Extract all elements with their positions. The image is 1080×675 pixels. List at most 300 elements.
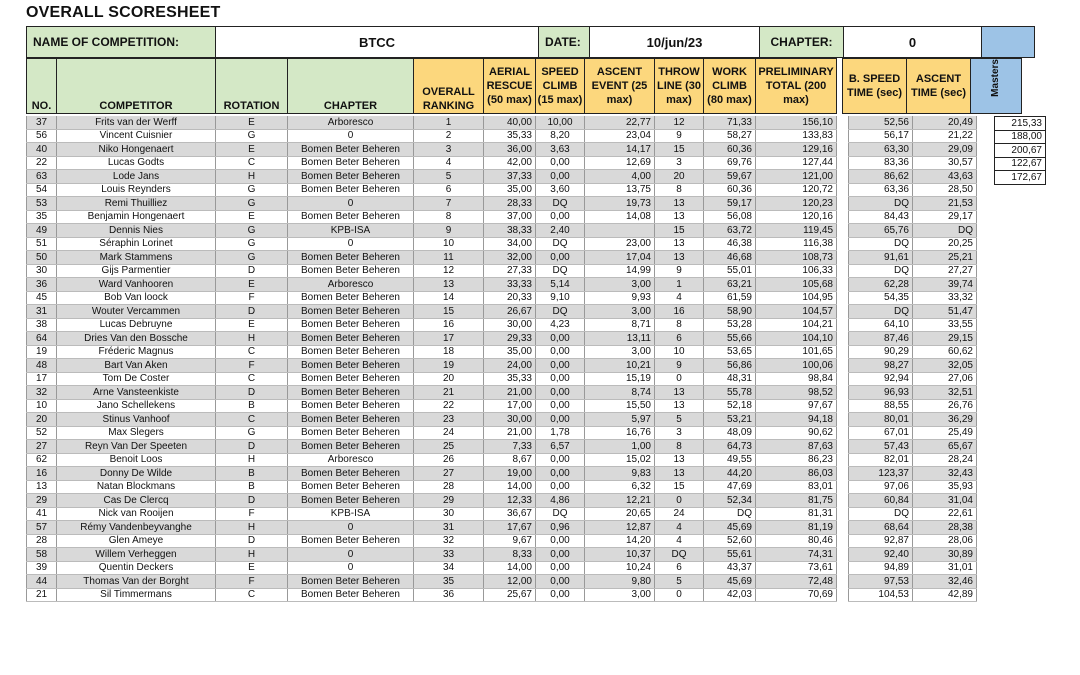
- cell-work-climb: 53,21: [704, 413, 756, 427]
- cell-preliminary-total: 104,21: [756, 318, 837, 332]
- cell-throw-line: 0: [655, 372, 704, 386]
- cell-ascent-event: 14,08: [585, 210, 655, 224]
- cell-ranking: 8: [414, 210, 484, 224]
- cell-competitor: Benoit Loos: [57, 453, 216, 467]
- cell-throw-line: 9: [655, 129, 704, 143]
- cell-no: 16: [27, 467, 57, 481]
- cell-aerial-rescue: 35,33: [484, 129, 536, 143]
- cell-speed-climb: 0,00: [536, 534, 585, 548]
- cell-speed-climb: 0,00: [536, 359, 585, 373]
- cell-ranking: 9: [414, 224, 484, 238]
- cell-chapter: Bomen Beter Beheren: [288, 480, 414, 494]
- cell-competitor: Tom De Coster: [57, 372, 216, 386]
- cell-masters: 200,67: [995, 144, 1046, 158]
- cell-aerial-rescue: 26,67: [484, 305, 536, 319]
- cell-no: 54: [27, 183, 57, 197]
- cell-chapter: Bomen Beter Beheren: [288, 467, 414, 481]
- cell-ascent-time: 32,46: [913, 575, 977, 589]
- cell-chapter: Bomen Beter Beheren: [288, 210, 414, 224]
- cell-chapter: Arboresco: [288, 116, 414, 129]
- cell-throw-line: 13: [655, 197, 704, 211]
- masters-row: [995, 171, 1046, 185]
- cell-rotation: B: [216, 467, 288, 481]
- cell-throw-line: 8: [655, 318, 704, 332]
- cell-ascent-event: 8,71: [585, 318, 655, 332]
- cell-ascent-event: 3,00: [585, 345, 655, 359]
- cell-competitor: Fréderic Magnus: [57, 345, 216, 359]
- masters-row: [995, 157, 1046, 171]
- cell-preliminary-total: 83,01: [756, 480, 837, 494]
- cell-competitor: Quentin Deckers: [57, 561, 216, 575]
- cell-ranking: 2: [414, 129, 484, 143]
- cell-chapter: Bomen Beter Beheren: [288, 372, 414, 386]
- header-speed-climb: SPEED CLIMB (15 max): [536, 59, 585, 114]
- table-row: [27, 278, 977, 292]
- cell-b-speed-time: DQ: [849, 197, 913, 211]
- cell-ascent-event: 14,17: [585, 143, 655, 157]
- cell-ascent-time: 21,22: [913, 129, 977, 143]
- cell-rotation: G: [216, 426, 288, 440]
- cell-work-climb: 52,34: [704, 494, 756, 508]
- cell-speed-climb: DQ: [536, 507, 585, 521]
- header-ascent-time: ASCENT TIME (sec): [907, 59, 971, 114]
- cell-ranking: 24: [414, 426, 484, 440]
- cell-aerial-rescue: 34,00: [484, 237, 536, 251]
- cell-aerial-rescue: 35,00: [484, 183, 536, 197]
- cell-work-climb: 47,69: [704, 480, 756, 494]
- cell-competitor: Bart Van Aken: [57, 359, 216, 373]
- cell-work-climb: 56,08: [704, 210, 756, 224]
- cell-chapter: Bomen Beter Beheren: [288, 183, 414, 197]
- cell-chapter: Bomen Beter Beheren: [288, 156, 414, 170]
- cell-b-speed-time: 86,62: [849, 170, 913, 184]
- cell-speed-climb: 0,00: [536, 453, 585, 467]
- cell-rotation: G: [216, 197, 288, 211]
- cell-ascent-event: 22,77: [585, 116, 655, 129]
- cell-speed-climb: 0,00: [536, 372, 585, 386]
- cell-rotation: D: [216, 264, 288, 278]
- cell-competitor: Jano Schellekens: [57, 399, 216, 413]
- cell-preliminary-total: 101,65: [756, 345, 837, 359]
- cell-work-climb: 52,60: [704, 534, 756, 548]
- cell-speed-climb: DQ: [536, 264, 585, 278]
- cell-rotation: G: [216, 129, 288, 143]
- cell-preliminary-total: 104,95: [756, 291, 837, 305]
- cell-rotation: G: [216, 183, 288, 197]
- cell-chapter: Bomen Beter Beheren: [288, 305, 414, 319]
- cell-ranking: 36: [414, 588, 484, 602]
- cell-aerial-rescue: 36,67: [484, 507, 536, 521]
- cell-ascent-event: 17,04: [585, 251, 655, 265]
- cell-aerial-rescue: 20,33: [484, 291, 536, 305]
- cell-ascent-event: 12,21: [585, 494, 655, 508]
- cell-throw-line: 12: [655, 116, 704, 129]
- table-row: [27, 359, 977, 373]
- cell-preliminary-total: 106,33: [756, 264, 837, 278]
- cell-rotation: C: [216, 372, 288, 386]
- cell-chapter: KPB-ISA: [288, 224, 414, 238]
- cell-b-speed-time: 90,29: [849, 345, 913, 359]
- cell-ascent-time: 30,89: [913, 548, 977, 562]
- cell-preliminary-total: 86,03: [756, 467, 837, 481]
- cell-chapter: Bomen Beter Beheren: [288, 143, 414, 157]
- cell-ranking: 30: [414, 507, 484, 521]
- cell-b-speed-time: 104,53: [849, 588, 913, 602]
- cell-aerial-rescue: 24,00: [484, 359, 536, 373]
- cell-chapter: 0: [288, 197, 414, 211]
- cell-preliminary-total: 133,83: [756, 129, 837, 143]
- date-label: DATE:: [539, 27, 590, 58]
- table-row: [27, 210, 977, 224]
- cell-competitor: Thomas Van der Borght: [57, 575, 216, 589]
- cell-b-speed-time: 80,01: [849, 413, 913, 427]
- cell-chapter: 0: [288, 237, 414, 251]
- cell-b-speed-time: 92,87: [849, 534, 913, 548]
- cell-rotation: E: [216, 116, 288, 129]
- cell-competitor: Lucas Godts: [57, 156, 216, 170]
- cell-ascent-event: 9,80: [585, 575, 655, 589]
- cell-throw-line: 3: [655, 426, 704, 440]
- chapter-label: CHAPTER:: [760, 27, 844, 58]
- table-row: [27, 521, 977, 535]
- competition-info: [26, 26, 1035, 58]
- cell-aerial-rescue: 8,33: [484, 548, 536, 562]
- cell-throw-line: 6: [655, 332, 704, 346]
- cell-ascent-time: 20,25: [913, 237, 977, 251]
- cell-rotation: F: [216, 359, 288, 373]
- cell-competitor: Dries Van den Bossche: [57, 332, 216, 346]
- cell-chapter: Bomen Beter Beheren: [288, 534, 414, 548]
- cell-ranking: 18: [414, 345, 484, 359]
- cell-rotation: H: [216, 548, 288, 562]
- cell-throw-line: 16: [655, 305, 704, 319]
- cell-rotation: H: [216, 170, 288, 184]
- cell-chapter: 0: [288, 129, 414, 143]
- cell-no: 28: [27, 534, 57, 548]
- cell-chapter: Bomen Beter Beheren: [288, 426, 414, 440]
- cell-preliminary-total: 81,75: [756, 494, 837, 508]
- masters-header-cell: [982, 27, 1035, 58]
- cell-no: 45: [27, 291, 57, 305]
- header-masters: Masters: [971, 59, 1022, 114]
- cell-work-climb: 46,68: [704, 251, 756, 265]
- table-row: [27, 264, 977, 278]
- cell-work-climb: 48,09: [704, 426, 756, 440]
- cell-no: 13: [27, 480, 57, 494]
- cell-masters: 215,33: [995, 117, 1046, 131]
- cell-preliminary-total: 70,69: [756, 588, 837, 602]
- cell-no: 10: [27, 399, 57, 413]
- cell-aerial-rescue: 19,00: [484, 467, 536, 481]
- cell-preliminary-total: 98,84: [756, 372, 837, 386]
- cell-aerial-rescue: 35,33: [484, 372, 536, 386]
- cell-chapter: Bomen Beter Beheren: [288, 332, 414, 346]
- cell-ascent-time: DQ: [913, 224, 977, 238]
- cell-aerial-rescue: 42,00: [484, 156, 536, 170]
- cell-speed-climb: 3,63: [536, 143, 585, 157]
- cell-aerial-rescue: 12,33: [484, 494, 536, 508]
- cell-rotation: F: [216, 507, 288, 521]
- cell-speed-climb: 0,00: [536, 575, 585, 589]
- cell-throw-line: 9: [655, 264, 704, 278]
- cell-ascent-event: 13,75: [585, 183, 655, 197]
- table-row: [27, 116, 977, 129]
- cell-ascent-event: 3,00: [585, 588, 655, 602]
- cell-b-speed-time: 62,28: [849, 278, 913, 292]
- cell-ascent-event: 20,65: [585, 507, 655, 521]
- header-rotation: ROTATION: [216, 59, 288, 114]
- cell-competitor: Lode Jans: [57, 170, 216, 184]
- table-row: [27, 332, 977, 346]
- cell-work-climb: 43,37: [704, 561, 756, 575]
- cell-ascent-time: 31,04: [913, 494, 977, 508]
- cell-masters: 188,00: [995, 130, 1046, 144]
- cell-ranking: 23: [414, 413, 484, 427]
- cell-ranking: 3: [414, 143, 484, 157]
- cell-throw-line: 15: [655, 143, 704, 157]
- cell-aerial-rescue: 14,00: [484, 480, 536, 494]
- cell-ascent-event: 15,50: [585, 399, 655, 413]
- cell-work-climb: 58,90: [704, 305, 756, 319]
- cell-ranking: 11: [414, 251, 484, 265]
- cell-preliminary-total: 129,16: [756, 143, 837, 157]
- cell-chapter: Bomen Beter Beheren: [288, 494, 414, 508]
- cell-work-climb: 59,67: [704, 170, 756, 184]
- cell-competitor: Benjamin Hongenaert: [57, 210, 216, 224]
- cell-b-speed-time: 123,37: [849, 467, 913, 481]
- cell-ascent-time: 28,24: [913, 453, 977, 467]
- cell-aerial-rescue: 21,00: [484, 426, 536, 440]
- cell-aerial-rescue: 21,00: [484, 386, 536, 400]
- cell-rotation: C: [216, 345, 288, 359]
- cell-rotation: F: [216, 291, 288, 305]
- cell-throw-line: 4: [655, 534, 704, 548]
- cell-rotation: G: [216, 251, 288, 265]
- cell-preliminary-total: 104,10: [756, 332, 837, 346]
- cell-ranking: 4: [414, 156, 484, 170]
- cell-chapter: Bomen Beter Beheren: [288, 588, 414, 602]
- cell-work-climb: 61,59: [704, 291, 756, 305]
- competition-name-value: BTCC: [216, 27, 539, 58]
- cell-work-climb: 55,61: [704, 548, 756, 562]
- cell-preliminary-total: 120,23: [756, 197, 837, 211]
- cell-b-speed-time: 68,64: [849, 521, 913, 535]
- masters-row: [995, 117, 1046, 131]
- cell-speed-climb: 0,00: [536, 548, 585, 562]
- header-chapter: CHAPTER: [288, 59, 414, 114]
- cell-preliminary-total: 73,61: [756, 561, 837, 575]
- cell-rotation: E: [216, 143, 288, 157]
- table-row: [27, 494, 977, 508]
- table-row: [27, 548, 977, 562]
- cell-b-speed-time: 84,43: [849, 210, 913, 224]
- cell-ascent-time: 42,89: [913, 588, 977, 602]
- cell-preliminary-total: 127,44: [756, 156, 837, 170]
- cell-throw-line: 13: [655, 386, 704, 400]
- cell-throw-line: DQ: [655, 548, 704, 562]
- cell-aerial-rescue: 30,00: [484, 413, 536, 427]
- cell-work-climb: 53,65: [704, 345, 756, 359]
- cell-ascent-time: 39,74: [913, 278, 977, 292]
- cell-b-speed-time: DQ: [849, 305, 913, 319]
- cell-work-climb: 45,69: [704, 521, 756, 535]
- cell-speed-climb: 0,00: [536, 399, 585, 413]
- cell-b-speed-time: 97,06: [849, 480, 913, 494]
- cell-no: 30: [27, 264, 57, 278]
- cell-ascent-event: 4,00: [585, 170, 655, 184]
- cell-chapter: 0: [288, 521, 414, 535]
- cell-ascent-time: 28,06: [913, 534, 977, 548]
- cell-b-speed-time: DQ: [849, 264, 913, 278]
- masters-row: [995, 130, 1046, 144]
- date-value: 10/jun/23: [590, 27, 760, 58]
- cell-preliminary-total: 97,67: [756, 399, 837, 413]
- cell-ascent-event: 3,00: [585, 305, 655, 319]
- cell-no: 41: [27, 507, 57, 521]
- cell-no: 63: [27, 170, 57, 184]
- cell-ascent-event: 1,00: [585, 440, 655, 454]
- cell-b-speed-time: 60,84: [849, 494, 913, 508]
- cell-throw-line: 4: [655, 291, 704, 305]
- cell-competitor: Lucas Debruyne: [57, 318, 216, 332]
- cell-speed-climb: 0,00: [536, 345, 585, 359]
- cell-ascent-time: 25,21: [913, 251, 977, 265]
- cell-rotation: D: [216, 534, 288, 548]
- cell-preliminary-total: 86,23: [756, 453, 837, 467]
- cell-speed-climb: 0,00: [536, 170, 585, 184]
- cell-ascent-event: 10,37: [585, 548, 655, 562]
- cell-rotation: E: [216, 318, 288, 332]
- cell-competitor: Rémy Vandenbeyvanghe: [57, 521, 216, 535]
- cell-chapter: Bomen Beter Beheren: [288, 318, 414, 332]
- cell-chapter: Arboresco: [288, 278, 414, 292]
- cell-ranking: 17: [414, 332, 484, 346]
- cell-ascent-event: 12,87: [585, 521, 655, 535]
- cell-preliminary-total: 72,48: [756, 575, 837, 589]
- cell-work-climb: 60,36: [704, 143, 756, 157]
- table-row: [27, 237, 977, 251]
- cell-ranking: 13: [414, 278, 484, 292]
- cell-speed-climb: 0,00: [536, 467, 585, 481]
- table-row: [27, 251, 977, 265]
- cell-throw-line: 8: [655, 440, 704, 454]
- cell-ranking: 21: [414, 386, 484, 400]
- cell-work-climb: 56,86: [704, 359, 756, 373]
- cell-b-speed-time: 82,01: [849, 453, 913, 467]
- cell-aerial-rescue: 37,33: [484, 170, 536, 184]
- cell-rotation: D: [216, 494, 288, 508]
- cell-ascent-time: 60,62: [913, 345, 977, 359]
- cell-rotation: C: [216, 413, 288, 427]
- cell-throw-line: 1: [655, 278, 704, 292]
- cell-chapter: 0: [288, 548, 414, 562]
- cell-b-speed-time: 52,56: [849, 116, 913, 129]
- header-competitor: COMPETITOR: [57, 59, 216, 114]
- cell-work-climb: 52,18: [704, 399, 756, 413]
- header-throw-line: THROW LINE (30 max): [655, 59, 704, 114]
- cell-ranking: 27: [414, 467, 484, 481]
- cell-rotation: E: [216, 278, 288, 292]
- cell-ascent-time: 29,15: [913, 332, 977, 346]
- cell-b-speed-time: 94,89: [849, 561, 913, 575]
- cell-chapter: Bomen Beter Beheren: [288, 386, 414, 400]
- cell-competitor: Séraphin Lorinet: [57, 237, 216, 251]
- cell-ascent-time: 27,06: [913, 372, 977, 386]
- cell-preliminary-total: 98,52: [756, 386, 837, 400]
- cell-preliminary-total: 121,00: [756, 170, 837, 184]
- cell-work-climb: 55,01: [704, 264, 756, 278]
- cell-competitor: Mark Stammens: [57, 251, 216, 265]
- header-aerial-rescue: AERIAL RESCUE (50 max): [484, 59, 536, 114]
- cell-competitor: Cas De Clercq: [57, 494, 216, 508]
- cell-competitor: Dennis Nies: [57, 224, 216, 238]
- cell-speed-climb: 3,60: [536, 183, 585, 197]
- table-row: [27, 467, 977, 481]
- cell-throw-line: 9: [655, 359, 704, 373]
- cell-aerial-rescue: 14,00: [484, 561, 536, 575]
- cell-throw-line: 0: [655, 588, 704, 602]
- cell-no: 29: [27, 494, 57, 508]
- cell-ascent-time: 33,32: [913, 291, 977, 305]
- cell-speed-climb: 0,00: [536, 156, 585, 170]
- cell-work-climb: 58,27: [704, 129, 756, 143]
- cell-no: 62: [27, 453, 57, 467]
- cell-work-climb: 63,72: [704, 224, 756, 238]
- cell-no: 22: [27, 156, 57, 170]
- cell-ascent-time: 36,29: [913, 413, 977, 427]
- cell-work-climb: 55,78: [704, 386, 756, 400]
- cell-ascent-event: 5,97: [585, 413, 655, 427]
- cell-chapter: Bomen Beter Beheren: [288, 345, 414, 359]
- chapter-value: 0: [844, 27, 982, 58]
- cell-aerial-rescue: 40,00: [484, 116, 536, 129]
- header-no: NO.: [27, 59, 57, 114]
- cell-ascent-time: 25,49: [913, 426, 977, 440]
- cell-rotation: E: [216, 210, 288, 224]
- cell-work-climb: 53,28: [704, 318, 756, 332]
- cell-b-speed-time: 88,55: [849, 399, 913, 413]
- cell-no: 32: [27, 386, 57, 400]
- masters-row: [995, 144, 1046, 158]
- cell-work-climb: 42,03: [704, 588, 756, 602]
- cell-no: 21: [27, 588, 57, 602]
- cell-throw-line: 13: [655, 453, 704, 467]
- cell-ascent-time: 32,43: [913, 467, 977, 481]
- cell-ascent-time: 29,09: [913, 143, 977, 157]
- cell-work-climb: 69,76: [704, 156, 756, 170]
- cell-ascent-event: 14,20: [585, 534, 655, 548]
- cell-b-speed-time: 87,46: [849, 332, 913, 346]
- header-b-speed-time: B. SPEED TIME (sec): [843, 59, 907, 114]
- cell-no: 58: [27, 548, 57, 562]
- table-row: [27, 129, 977, 143]
- cell-speed-climb: 4,23: [536, 318, 585, 332]
- cell-ascent-event: 13,11: [585, 332, 655, 346]
- cell-throw-line: 13: [655, 237, 704, 251]
- cell-no: 50: [27, 251, 57, 265]
- cell-chapter: KPB-ISA: [288, 507, 414, 521]
- cell-ascent-time: 65,67: [913, 440, 977, 454]
- table-row: [27, 426, 977, 440]
- cell-throw-line: 8: [655, 183, 704, 197]
- cell-rotation: D: [216, 386, 288, 400]
- cell-ranking: 14: [414, 291, 484, 305]
- cell-ranking: 34: [414, 561, 484, 575]
- cell-work-climb: 64,73: [704, 440, 756, 454]
- cell-b-speed-time: 92,40: [849, 548, 913, 562]
- cell-no: 27: [27, 440, 57, 454]
- cell-work-climb: 59,17: [704, 197, 756, 211]
